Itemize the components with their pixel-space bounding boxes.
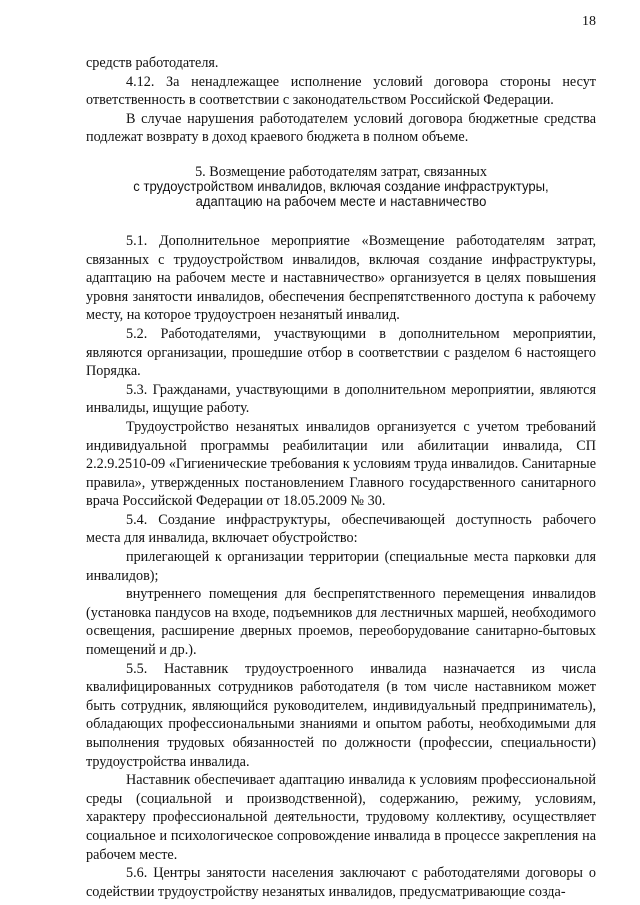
paragraph-employment-requirements: Трудоустройство незанятых инвалидов организуется с учетом требований индивидуальной программы реабилитации или абилитации инвалида, СП 2.2.9.2510-09 «Гигиенические требования к условиям труда инвалидов. Санитарные правила», утвержденных постановлением Главного государственного санитарного врача Российской Федерации от 18.05.2009 № 30. [86,418,596,510]
paragraph-mentor-duties: Наставник обеспечивает адаптацию инвалида к условиям профессиональной среды (социальной и производственной), содержанию, режиму, условиям, характеру профессиональной деятельности, трудовому коллективу, осуществляет социальное и психологическое сопровождение инвалида в процессе закрепления на рабочем месте. [86,772,596,863]
paragraph-4-12: 4.12. За ненадлежащее исполнение условий договора стороны несут ответственность в соответствии с законодательством Российской Федерации. [86,73,596,109]
paragraph-continuation: средств работодателя. [86,55,219,71]
paragraph-territory: прилегающей к организации территории (специальные места парковки для инвалидов); [86,549,596,584]
paragraph-5-2: 5.2. Работодателями, участвующими в дополнительном мероприятии, являются организации, прошедшие отбор в соответствии с разделом 6 настоящего Порядка. [86,325,596,380]
paragraph-5-3: 5.3. Гражданами, участвующими в дополнительном мероприятии, являются инвалиды, ищущие работу. [86,381,596,417]
paragraph-interior: внутреннего помещения для беспрепятственного перемещения инвалидов (установка пандусов на входе, подъемников для лестничных маршей, необходимого освещения, расширение дверных проемов, переоборудование санитарно-бытовых помещений и др.). [86,586,596,659]
paragraph-5-6: 5.6. Центры занятости населения заключают с работодателями договоры о содействии трудоустройству незанятых инвалидов, предусматривающие созда- [86,865,596,900]
document-body [86,54,596,901]
section-heading [86,165,596,210]
section-heading-line-2: с трудоустройством инвалидов, включая создание инфраструктуры, [133,178,549,195]
page-number: 18 [582,14,596,29]
paragraph-budget-return: В случае нарушения работодателем условий договора бюджетные средства подлежат возврату в доход краевого бюджета в полном объеме. [86,110,596,146]
paragraph-5-1: 5.1. Дополнительное мероприятие «Возмещение работодателям затрат, связанных с трудоустройством инвалидов, включая создание инфраструктуры, адаптацию на рабочем месте и наставничество» организуется в целях повышения уровня занятости инвалидов, обеспечения беспрепятственного доступа к рабочему месту, на которое трудоустроен незанятый инвалид. [86,232,596,324]
paragraph-5-4: 5.4. Создание инфраструктуры, обеспечивающей доступность рабочего места для инвалида, включает обустройство: [86,511,596,547]
section-heading-line-3: адаптацию на рабочем месте и наставничество [195,193,487,210]
paragraph-5-5: 5.5. Наставник трудоустроенного инвалида назначается из числа квалифицированных сотрудников работодателя (в том числе наставником может быть сотрудник, являющийся руководителем, индивидуальный предприниматель), обладающих профессиональными знаниями и опытом работы, необходимыми для выполнения трудовых обязанностей по должности (профессии, специальности) трудоустройства инвалида. [86,660,596,770]
section-heading-line-1: 5. Возмещение работодателям затрат, связанных [195,163,487,180]
